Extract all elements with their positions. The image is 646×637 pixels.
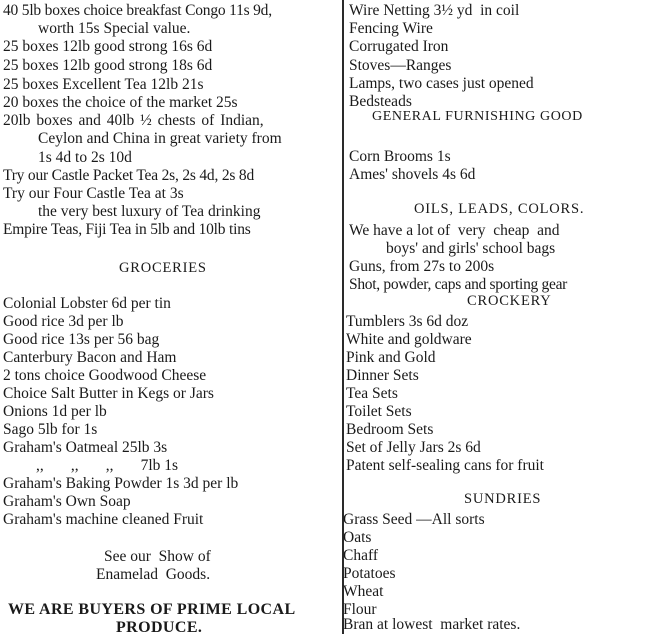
grocery-line: Onions 1d per lb	[3, 403, 107, 420]
tea-line: Try our Castle Packet Tea 2s, 2s 4d, 2s 8d	[3, 167, 254, 184]
crockery-heading: CROCKERY	[467, 293, 552, 309]
sundries-line: Bran at lowest market rates.	[343, 616, 521, 633]
grocery-line: Canterbury Bacon and Ham	[3, 349, 177, 366]
furnishing-line: Corn Brooms 1s	[349, 148, 451, 165]
grocery-line: ,, ,, ,, 7lb 1s	[36, 457, 179, 474]
furnishing-heading: GENERAL FURNISHING GOOD	[372, 109, 583, 124]
grocery-line: Graham's Own Soap	[3, 493, 131, 510]
sundries-line: Grass Seed —All sorts	[343, 511, 485, 528]
tea-line: 40 5lb boxes choice breakfast Congo 11s 9d,	[3, 2, 272, 19]
crockery-line: Set of Jelly Jars 2s 6d	[346, 439, 481, 456]
hardware-line: Lamps, two cases just opened	[349, 75, 534, 92]
sundries-line: Oats	[343, 529, 372, 546]
buyers-notice: PRODUCE.	[116, 619, 203, 636]
tea-line: 25 boxes Excellent Tea 12lb 21s	[3, 76, 204, 93]
tea-line: 20 boxes the choice of the market 25s	[3, 94, 238, 111]
tea-line: Try our Four Castle Tea at 3s	[3, 185, 184, 202]
tea-line: Empire Teas, Fiji Tea in 5lb and 10lb tins	[3, 221, 251, 238]
groceries-heading: GROCERIES	[119, 260, 207, 276]
oils-line: Shot, powder, caps and sporting gear	[349, 276, 568, 293]
sundries-heading: SUNDRIES	[464, 491, 542, 507]
crockery-line: White and goldware	[346, 331, 472, 348]
crockery-line: Bedroom Sets	[346, 421, 434, 438]
grocery-line: Good rice 3d per lb	[3, 313, 124, 330]
grocery-line: Graham's Baking Powder 1s 3d per lb	[3, 475, 239, 492]
crockery-line: Toilet Sets	[346, 403, 412, 420]
oils-line: We have a lot of very cheap and	[349, 222, 560, 239]
hardware-line: Corrugated Iron	[349, 38, 449, 55]
show-notice-line: See our Show of	[104, 548, 211, 565]
hardware-line: Stoves—Ranges	[349, 57, 452, 74]
buyers-notice: WE ARE BUYERS OF PRIME LOCAL	[8, 601, 296, 618]
oils-line: Guns, from 27s to 200s	[349, 258, 495, 275]
hardware-line: Bedsteads	[349, 93, 412, 110]
tea-line: 1s 4d to 2s 10d	[38, 149, 132, 166]
grocery-line: Sago 5lb for 1s	[3, 421, 98, 438]
grocery-line: 2 tons choice Goodwood Cheese	[3, 367, 207, 384]
hardware-line: Fencing Wire	[349, 20, 433, 37]
tea-line: 25 boxes 12lb good strong 18s 6d	[3, 57, 213, 74]
tea-line: 25 boxes 12lb good strong 16s 6d	[3, 38, 213, 55]
grocery-line: Choice Salt Butter in Kegs or Jars	[3, 385, 214, 402]
oils-line: boys' and girls' school bags	[386, 240, 556, 257]
crockery-line: Patent self-sealing cans for fruit	[346, 457, 544, 474]
tea-line: worth 15s Special value.	[38, 20, 191, 37]
tea-line: 20lb boxes and 40lb ½ chests of Indian,	[3, 112, 264, 129]
furnishing-line: Ames' shovels 4s 6d	[349, 166, 476, 183]
grocery-line: Colonial Lobster 6d per tin	[3, 295, 171, 312]
crockery-line: Tea Sets	[346, 385, 398, 402]
crockery-line: Dinner Sets	[346, 367, 419, 384]
show-notice-line: Enamelad Goods.	[96, 566, 211, 583]
crockery-line: Tumblers 3s 6d doz	[346, 313, 469, 330]
tea-line: Ceylon and China in great variety from	[38, 130, 282, 147]
tea-line: the very best luxury of Tea drinking	[38, 203, 261, 220]
crockery-line: Pink and Gold	[346, 349, 436, 366]
grocery-line: Graham's Oatmeal 25lb 3s	[3, 439, 168, 456]
sundries-line: Chaff	[343, 547, 379, 564]
hardware-line: Wire Netting 3½ yd in coil	[349, 2, 520, 19]
grocery-line: Graham's machine cleaned Fruit	[3, 511, 204, 528]
oils-heading: OILS, LEADS, COLORS.	[414, 201, 585, 217]
sundries-line: Wheat	[343, 583, 384, 600]
grocery-line: Good rice 13s per 56 bag	[3, 331, 160, 348]
sundries-line: Flour	[343, 601, 377, 618]
sundries-line: Potatoes	[343, 565, 396, 582]
